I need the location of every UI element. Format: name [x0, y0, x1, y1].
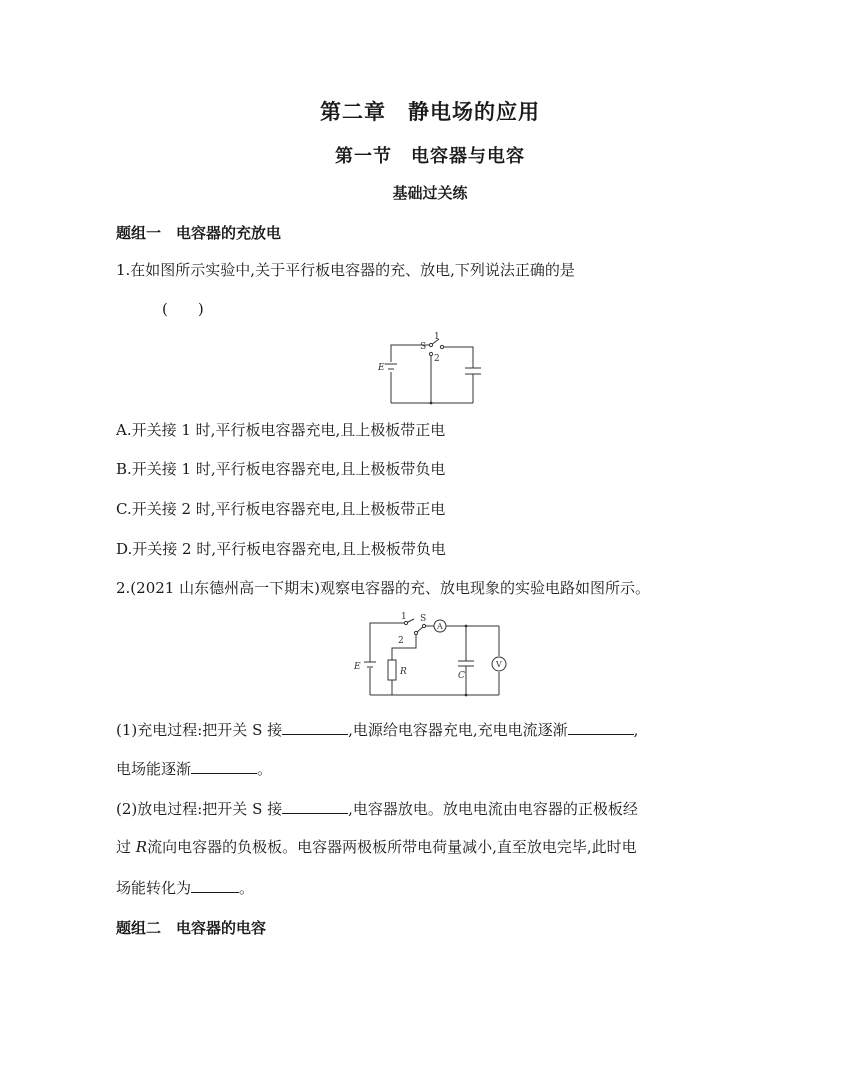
fig2-resistor-label: R: [400, 667, 407, 677]
q2-part2-text-e: 场能转化为: [116, 879, 192, 897]
question-1-stem: 1.在如图所示实验中,关于平行板电容器的充、放电,下列说法正确的是: [116, 261, 575, 279]
fig2-ammeter-label: A: [437, 622, 443, 631]
q2-part1-line2: [116, 758, 272, 779]
fig1-switch-label: S: [420, 342, 427, 352]
chapter-title: 第二章 静电场的应用: [320, 100, 540, 124]
q2-part2-line3: [116, 877, 254, 898]
q2-part1-text-d: 电场能逐渐: [116, 760, 192, 778]
answer-blank-2[interactable]: [568, 719, 634, 735]
q2-part2-text-a: (2)放电过程:把开关 S 接: [116, 800, 283, 818]
q2-part2-text-c: 过: [116, 838, 136, 856]
circuit-diagram-2: [348, 610, 518, 702]
q2-part1-text-c: ,: [633, 721, 639, 739]
q2-part1-text-a: (1)充电过程:把开关 S 接: [116, 721, 283, 739]
group-heading-2: 题组二 电容器的电容: [116, 919, 267, 937]
fig2-voltmeter-label: V: [496, 660, 502, 669]
q2-part1-text-b: ,电源给电容器充电,充电电流逐渐: [348, 721, 568, 739]
fig2-capacitor-label: C: [458, 671, 465, 681]
answer-blank-5[interactable]: [191, 877, 239, 893]
fig1-emf-label: E: [378, 363, 385, 373]
q2-part1-line1: [116, 719, 638, 740]
option-b: B.开关接 1 时,平行板电容器充电,且上极板带负电: [116, 460, 446, 478]
option-c: C.开关接 2 时,平行板电容器充电,且上极板带正电: [116, 500, 446, 518]
q2-part2-text-d: 流向电容器的负极板。电容器两极板所带电荷量减小,直至放电完毕,此时电: [147, 838, 637, 856]
answer-blank-4[interactable]: [282, 798, 348, 814]
q2-part2-text-b: ,电容器放电。放电电流由电容器的正极板经: [348, 800, 638, 818]
fig2-switch-label: S: [420, 614, 427, 624]
section-title: 第一节 电容器与电容: [335, 146, 525, 167]
q2-part2-line2: [116, 837, 637, 857]
q2-part2-resistor-symbol: R: [135, 838, 148, 856]
fig2-contact-2-label: 2: [398, 636, 404, 646]
question-2-stem: 2.(2021 山东德州高一下期末)观察电容器的充、放电现象的实验电路如图所示。: [116, 579, 650, 597]
group-heading-1: 题组一 电容器的充放电: [116, 224, 282, 242]
fig1-contact-1-label: 1: [434, 332, 440, 342]
fig2-contact-1-label: 1: [401, 612, 407, 622]
fig2-emf-label: E: [354, 662, 361, 672]
q2-part1-text-e: 。: [257, 760, 273, 778]
q2-part2-text-f: 。: [239, 879, 255, 897]
option-a: A.开关接 1 时,平行板电容器充电,且上极板带正电: [116, 421, 446, 439]
question-1-answer-paren: ( ): [162, 300, 204, 318]
option-d: D.开关接 2 时,平行板电容器充电,且上极板带负电: [116, 540, 446, 558]
q2-part2-line1: [116, 798, 638, 819]
fig1-contact-2-label: 2: [434, 354, 440, 364]
answer-blank-3[interactable]: [191, 758, 257, 774]
exercise-type-title: 基础过关练: [392, 184, 468, 202]
circuit-diagram-1: [376, 330, 486, 408]
answer-blank-1[interactable]: [282, 719, 348, 735]
